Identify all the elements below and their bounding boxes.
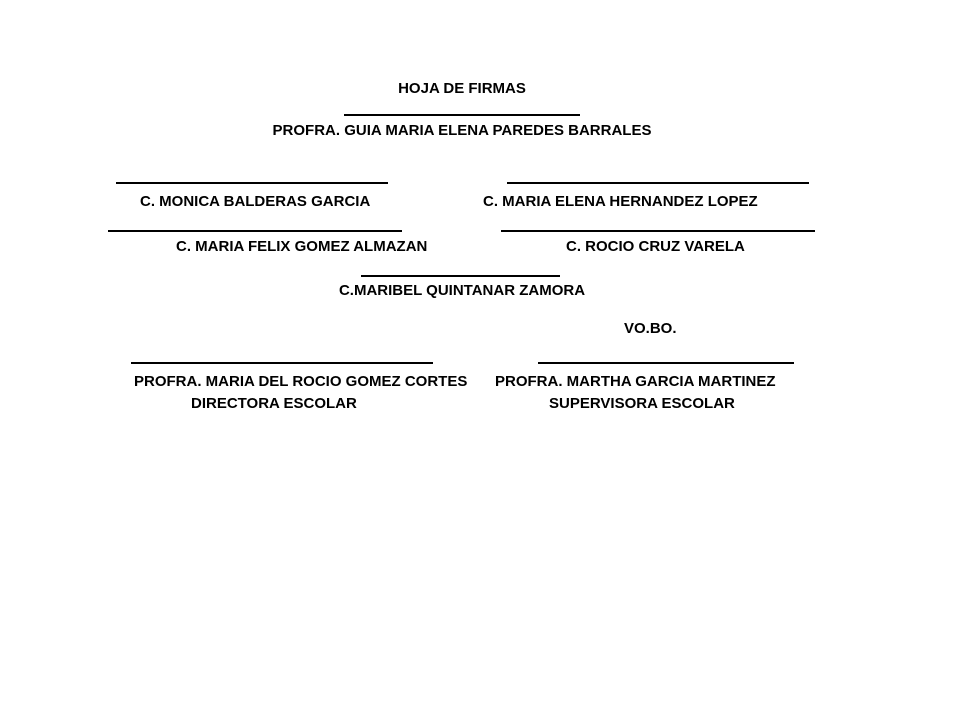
signatory-rocio-cruz: C. ROCIO CRUZ VARELA xyxy=(566,238,745,255)
signatory-guia: PROFRA. GUIA MARIA ELENA PAREDES BARRALES xyxy=(272,122,652,139)
vobo-label: VO.BO. xyxy=(624,320,677,337)
signature-line-supervisora xyxy=(538,362,794,364)
supervisora-role: SUPERVISORA ESCOLAR xyxy=(549,395,735,412)
signature-line-monica xyxy=(116,182,388,184)
signatory-monica: C. MONICA BALDERAS GARCIA xyxy=(140,193,371,210)
signature-line-guia xyxy=(344,114,580,116)
signature-line-rocio-cruz xyxy=(501,230,815,232)
page-title: HOJA DE FIRMAS xyxy=(398,80,526,97)
directora-role: DIRECTORA ESCOLAR xyxy=(191,395,357,412)
supervisora-name: PROFRA. MARTHA GARCIA MARTINEZ xyxy=(495,373,776,390)
signature-line-maria-elena xyxy=(507,182,809,184)
signatory-maria-felix: C. MARIA FELIX GOMEZ ALMAZAN xyxy=(176,238,428,255)
signatory-maria-elena: C. MARIA ELENA HERNANDEZ LOPEZ xyxy=(483,193,758,210)
signature-line-maria-felix xyxy=(108,230,402,232)
signature-line-directora xyxy=(131,362,433,364)
signatory-maribel: C.MARIBEL QUINTANAR ZAMORA xyxy=(338,282,586,299)
signature-line-maribel xyxy=(361,275,560,277)
directora-name: PROFRA. MARIA DEL ROCIO GOMEZ CORTES xyxy=(134,373,468,390)
